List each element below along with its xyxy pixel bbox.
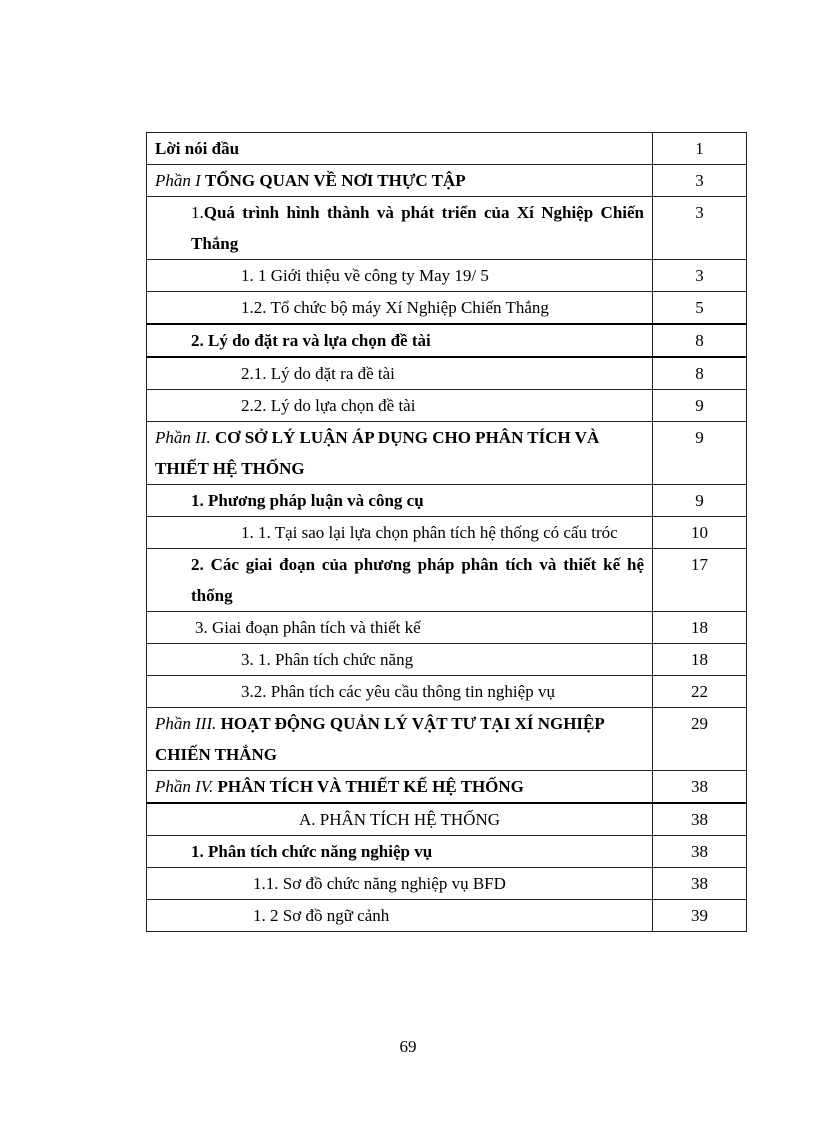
toc-page: 22 (653, 676, 747, 708)
toc-row (147, 260, 747, 292)
toc-page: 39 (653, 900, 747, 932)
toc-page: 8 (653, 324, 747, 357)
toc-entry (147, 197, 653, 260)
toc-title: A. PHÂN TÍCH HỆ THỐNG (147, 803, 653, 836)
toc-row (147, 549, 747, 612)
toc-page: 3 (653, 260, 747, 292)
toc-page: 38 (653, 868, 747, 900)
toc-title: Quá trình hình thành và phát triển của Xí Nghiệp Chiến Thắng (191, 203, 644, 253)
table-of-contents (146, 132, 747, 932)
toc-title: 1.2. Tổ chức bộ máy Xí Nghiệp Chiến Thắng (147, 292, 653, 325)
toc-page: 8 (653, 357, 747, 390)
toc-row (147, 771, 747, 804)
toc-title: 3. 1. Phân tích chức năng (147, 644, 653, 676)
toc-title: 1. 2 Sơ đồ ngữ cảnh (147, 900, 653, 932)
toc-title: TỔNG QUAN VỀ NƠI THỰC TẬP (205, 171, 466, 190)
toc-title: 3.2. Phân tích các yêu cầu thông tin nghiệp vụ (147, 676, 653, 708)
part-label: Phần I (155, 171, 201, 190)
toc-row (147, 422, 747, 485)
toc-row (147, 868, 747, 900)
toc-row (147, 676, 747, 708)
toc-row (147, 708, 747, 771)
toc-title: 1. 1 Giới thiệu về công ty May 19/ 5 (147, 260, 653, 292)
page-number: 69 (399, 1037, 417, 1056)
toc-row (147, 165, 747, 197)
toc-row (147, 803, 747, 836)
toc-page: 38 (653, 771, 747, 804)
toc-title: PHÂN TÍCH VÀ THIẾT KẾ HỆ THỐNG (217, 777, 524, 796)
toc-page: 1 (653, 133, 747, 165)
toc-title: CƠ SỞ LÝ LUẬN ÁP DỤNG CHO PHÂN TÍCH VÀ THIẾT HỆ THỐNG (155, 428, 600, 478)
toc-title: 1. Phương pháp luận và công cụ (147, 485, 653, 517)
toc-entry (147, 708, 653, 771)
toc-title: 2. Lý do đặt ra và lựa chọn đề tài (147, 324, 653, 357)
toc-page: 10 (653, 517, 747, 549)
toc-row (147, 836, 747, 868)
part-label: Phần II. (155, 428, 211, 447)
toc-title: 3. Giai đoạn phân tích và thiết kế (147, 612, 653, 644)
toc-entry (147, 165, 653, 197)
toc-title: 2.2. Lý do lựa chọn đề tài (147, 390, 653, 422)
toc-page: 3 (653, 165, 747, 197)
toc-page: 9 (653, 485, 747, 517)
toc-page: 38 (653, 836, 747, 868)
toc-page: 5 (653, 292, 747, 325)
toc-page: 29 (653, 708, 747, 771)
toc-title: 1. 1. Tại sao lại lựa chọn phân tích hệ thống có cấu tróc (147, 517, 653, 549)
toc-page: 18 (653, 644, 747, 676)
toc-title: 2. Các giai đoạn của phương pháp phân tích và thiết kế hệ thống (147, 549, 653, 612)
toc-entry (147, 422, 653, 485)
toc-row (147, 292, 747, 325)
toc-row (147, 644, 747, 676)
toc-page: 18 (653, 612, 747, 644)
toc-row (147, 485, 747, 517)
part-label: Phần III. (155, 714, 217, 733)
toc-row (147, 517, 747, 549)
toc-title: HOẠT ĐỘNG QUẢN LÝ VẬT TƯ TẠI XÍ NGHIỆP CHIẾN THẮNG (155, 714, 604, 764)
toc-title: 2.1. Lý do đặt ra đề tài (147, 357, 653, 390)
toc-page: 9 (653, 422, 747, 485)
toc-row (147, 357, 747, 390)
toc-page: 17 (653, 549, 747, 612)
toc-row (147, 133, 747, 165)
toc-title: 1. Phân tích chức năng nghiệp vụ (147, 836, 653, 868)
toc-page: 3 (653, 197, 747, 260)
toc-page: 38 (653, 803, 747, 836)
toc-page: 9 (653, 390, 747, 422)
toc-number: 1. (191, 203, 204, 222)
toc-row (147, 900, 747, 932)
toc-title: 1.1. Sơ đồ chức năng nghiệp vụ BFD (147, 868, 653, 900)
toc-title: Lời nói đầu (147, 133, 653, 165)
toc-row (147, 612, 747, 644)
toc-row (147, 197, 747, 260)
toc-row (147, 324, 747, 357)
toc-row (147, 390, 747, 422)
part-label: Phần IV. (155, 777, 214, 796)
toc-entry (147, 771, 653, 804)
